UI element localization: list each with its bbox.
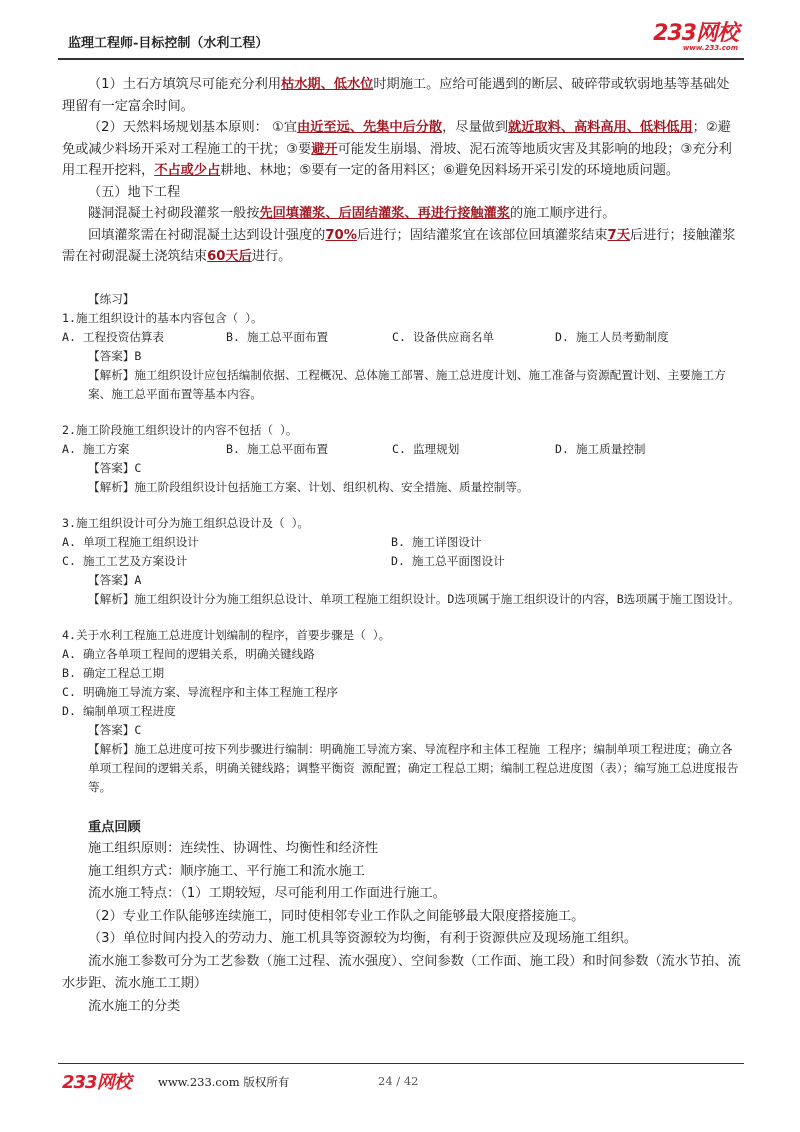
question-options [62,533,742,552]
option-c: C. 监理规划 [392,441,460,456]
review-line: 施工组织原则：连续性、协调性、均衡性和经济性 [88,841,379,856]
highlight: 枯水期、低水位 [281,77,374,92]
analysis: 【解析】施工总进度可按下列步骤进行编制：明确施工导流方案、导流程序和主体工程施 工程序；编制单项工程进度；确立各单项工程间的逻辑关系，明确关键线路；调整平衡资 源配置；确定工程总工期；编制工程总进度图（表）；编写施工总进度报告等。 [88,741,739,794]
question-stem: 2.施工阶段施工组织设计的内容不包括（ ）。 [62,422,298,437]
option-c: C. 设备供应商名单 [392,329,495,344]
question-stem: 3.施工组织设计可分为施工组织总设计及（ ）。 [62,515,310,530]
paragraph-grouting-order: 隧洞混凝土衬砌段灌浆一般按先回填灌浆、后固结灌浆、再进行接触灌浆的施工顺序进行。 [88,206,616,221]
highlight: 就近取料、高料高用、低料低用 [508,120,693,135]
review-line: 流水施工特点：（1）工期较短，尽可能利用工作面进行施工。 [88,886,446,901]
question-options [62,440,742,459]
option-b: B. 施工总平面布置 [226,441,329,456]
page-header [58,22,744,60]
footer-copyright: www.233.com 版权所有 [158,1075,290,1089]
option-a: A. 工程投资估算表 [62,329,165,344]
highlight: 避开 [311,141,338,157]
option-a: A. 确立各单项工程间的逻辑关系，明确关键线路 [62,646,315,661]
paragraph-quarry: （2）天然料场规划基本原则： ①宜由近至远、先集中后分散，尽量做到就近取料、高料高用、低料低用；②避免或减少料场开采对工程施工的干扰；③要避开可能发生崩塌、滑坡、泥石流等地质灾害及其影响的地段；③充分利用工程开挖料，不占或少占耕地、林地；⑤要有一定的备用料区；⑥避免因料场开采引发的环境地质问题。 [62,120,732,178]
exercise-section [62,290,742,797]
option-d: D. 施工人员考勤制度 [555,329,669,344]
section-heading: （五）地下工程 [88,184,181,200]
page-footer [58,1063,744,1092]
option-c: C. 明确施工导流方案、导流程序和主体工程施工程序 [62,684,339,699]
option-d: D. 编制单项工程进度 [62,703,176,718]
option-a: A. 单项工程施工组织设计 [62,534,199,549]
highlight: 不占或少占 [154,163,221,178]
review-line: （3）单位时间内投入的劳动力、施工机具等资源较为均衡，有利于资源供应及现场施工组织。 [88,931,638,946]
question-options [62,552,742,571]
option-d: D. 施工质量控制 [555,441,646,456]
answer: 【答案】C [88,722,142,737]
answer: 【答案】A [88,572,142,587]
review-section [62,817,742,1019]
highlight: 70% [325,227,357,243]
review-line: （2）专业工作队能够连续施工，同时使相邻专业工作队之间能够最大限度搭接施工。 [88,908,585,924]
highlight: 由近至远、先集中后分散 [297,120,443,135]
answer: 【答案】C [88,460,142,475]
answer: 【答案】B [88,348,142,363]
highlight: 7天 [607,227,630,243]
question-stem: 4.关于水利工程施工总进度计划编制的程序，首要步骤是（ ）。 [62,627,391,642]
analysis: 【解析】施工组织设计应包括编制依据、工程概况、总体施工部署、施工总进度计划、施工准备与资源配置计划、主要施工方案、施工总平面布置等基本内容。 [88,367,726,401]
highlight: 60天后 [207,249,252,264]
logo-url: www.233.com [682,44,738,52]
analysis: 【解析】施工组织设计分为施工组织总设计、单项工程施工组织设计。D选项属于施工组织设计的内容，B选项属于施工图设计。 [88,591,740,606]
paragraph-grouting-timing: 回填灌浆需在衬砌混凝土达到设计强度的70%后进行；固结灌浆宜在该部位回填灌浆结束7天后进行；接触灌浆需在衬砌混凝土浇筑结束60天后进行。 [62,227,736,264]
page-number: 24 / 42 [378,1074,419,1088]
option-b: B. 确定工程总工期 [62,665,165,680]
review-line: 施工组织方式：顺序施工、平行施工和流水施工 [88,863,365,879]
exercise-title: 【练习】 [88,291,135,306]
option-c: C. 施工工艺及方案设计 [62,553,188,568]
option-a: A. 施工方案 [62,441,130,456]
document-title: 监理工程师-目标控制（水利工程） [68,36,269,51]
brand-logo [653,22,738,52]
footer-logo: 233网校 [62,1072,131,1093]
review-line: 流水施工参数可分为工艺参数（施工过程、流水强度）、空间参数（工作面、施工段）和时间参数（流水节拍、流水步距、流水施工工期） [62,953,741,991]
review-title: 重点回顾 [88,819,141,835]
logo-text: 233网校 [653,21,738,46]
page-content [62,74,742,1018]
question-options [62,328,742,347]
option-d: D. 施工总平面图设计 [391,553,505,568]
question-stem: 1.施工组织设计的基本内容包含（ ）。 [62,310,263,325]
review-line: 流水施工的分类 [88,998,181,1014]
option-b: B. 施工详图设计 [391,534,482,549]
option-b: B. 施工总平面布置 [226,329,329,344]
analysis: 【解析】施工阶段组织设计包括施工方案、计划、组织机构、安全措施、质量控制等。 [88,479,529,494]
highlight: 先回填灌浆、后固结灌浆、再进行接触灌浆 [259,206,510,221]
paragraph-earthwork: （1）土石方填筑尽可能充分利用枯水期、低水位时期施工。应给可能遇到的断层、破碎带或软弱地基等基础处理留有一定富余时间。 [62,77,730,114]
